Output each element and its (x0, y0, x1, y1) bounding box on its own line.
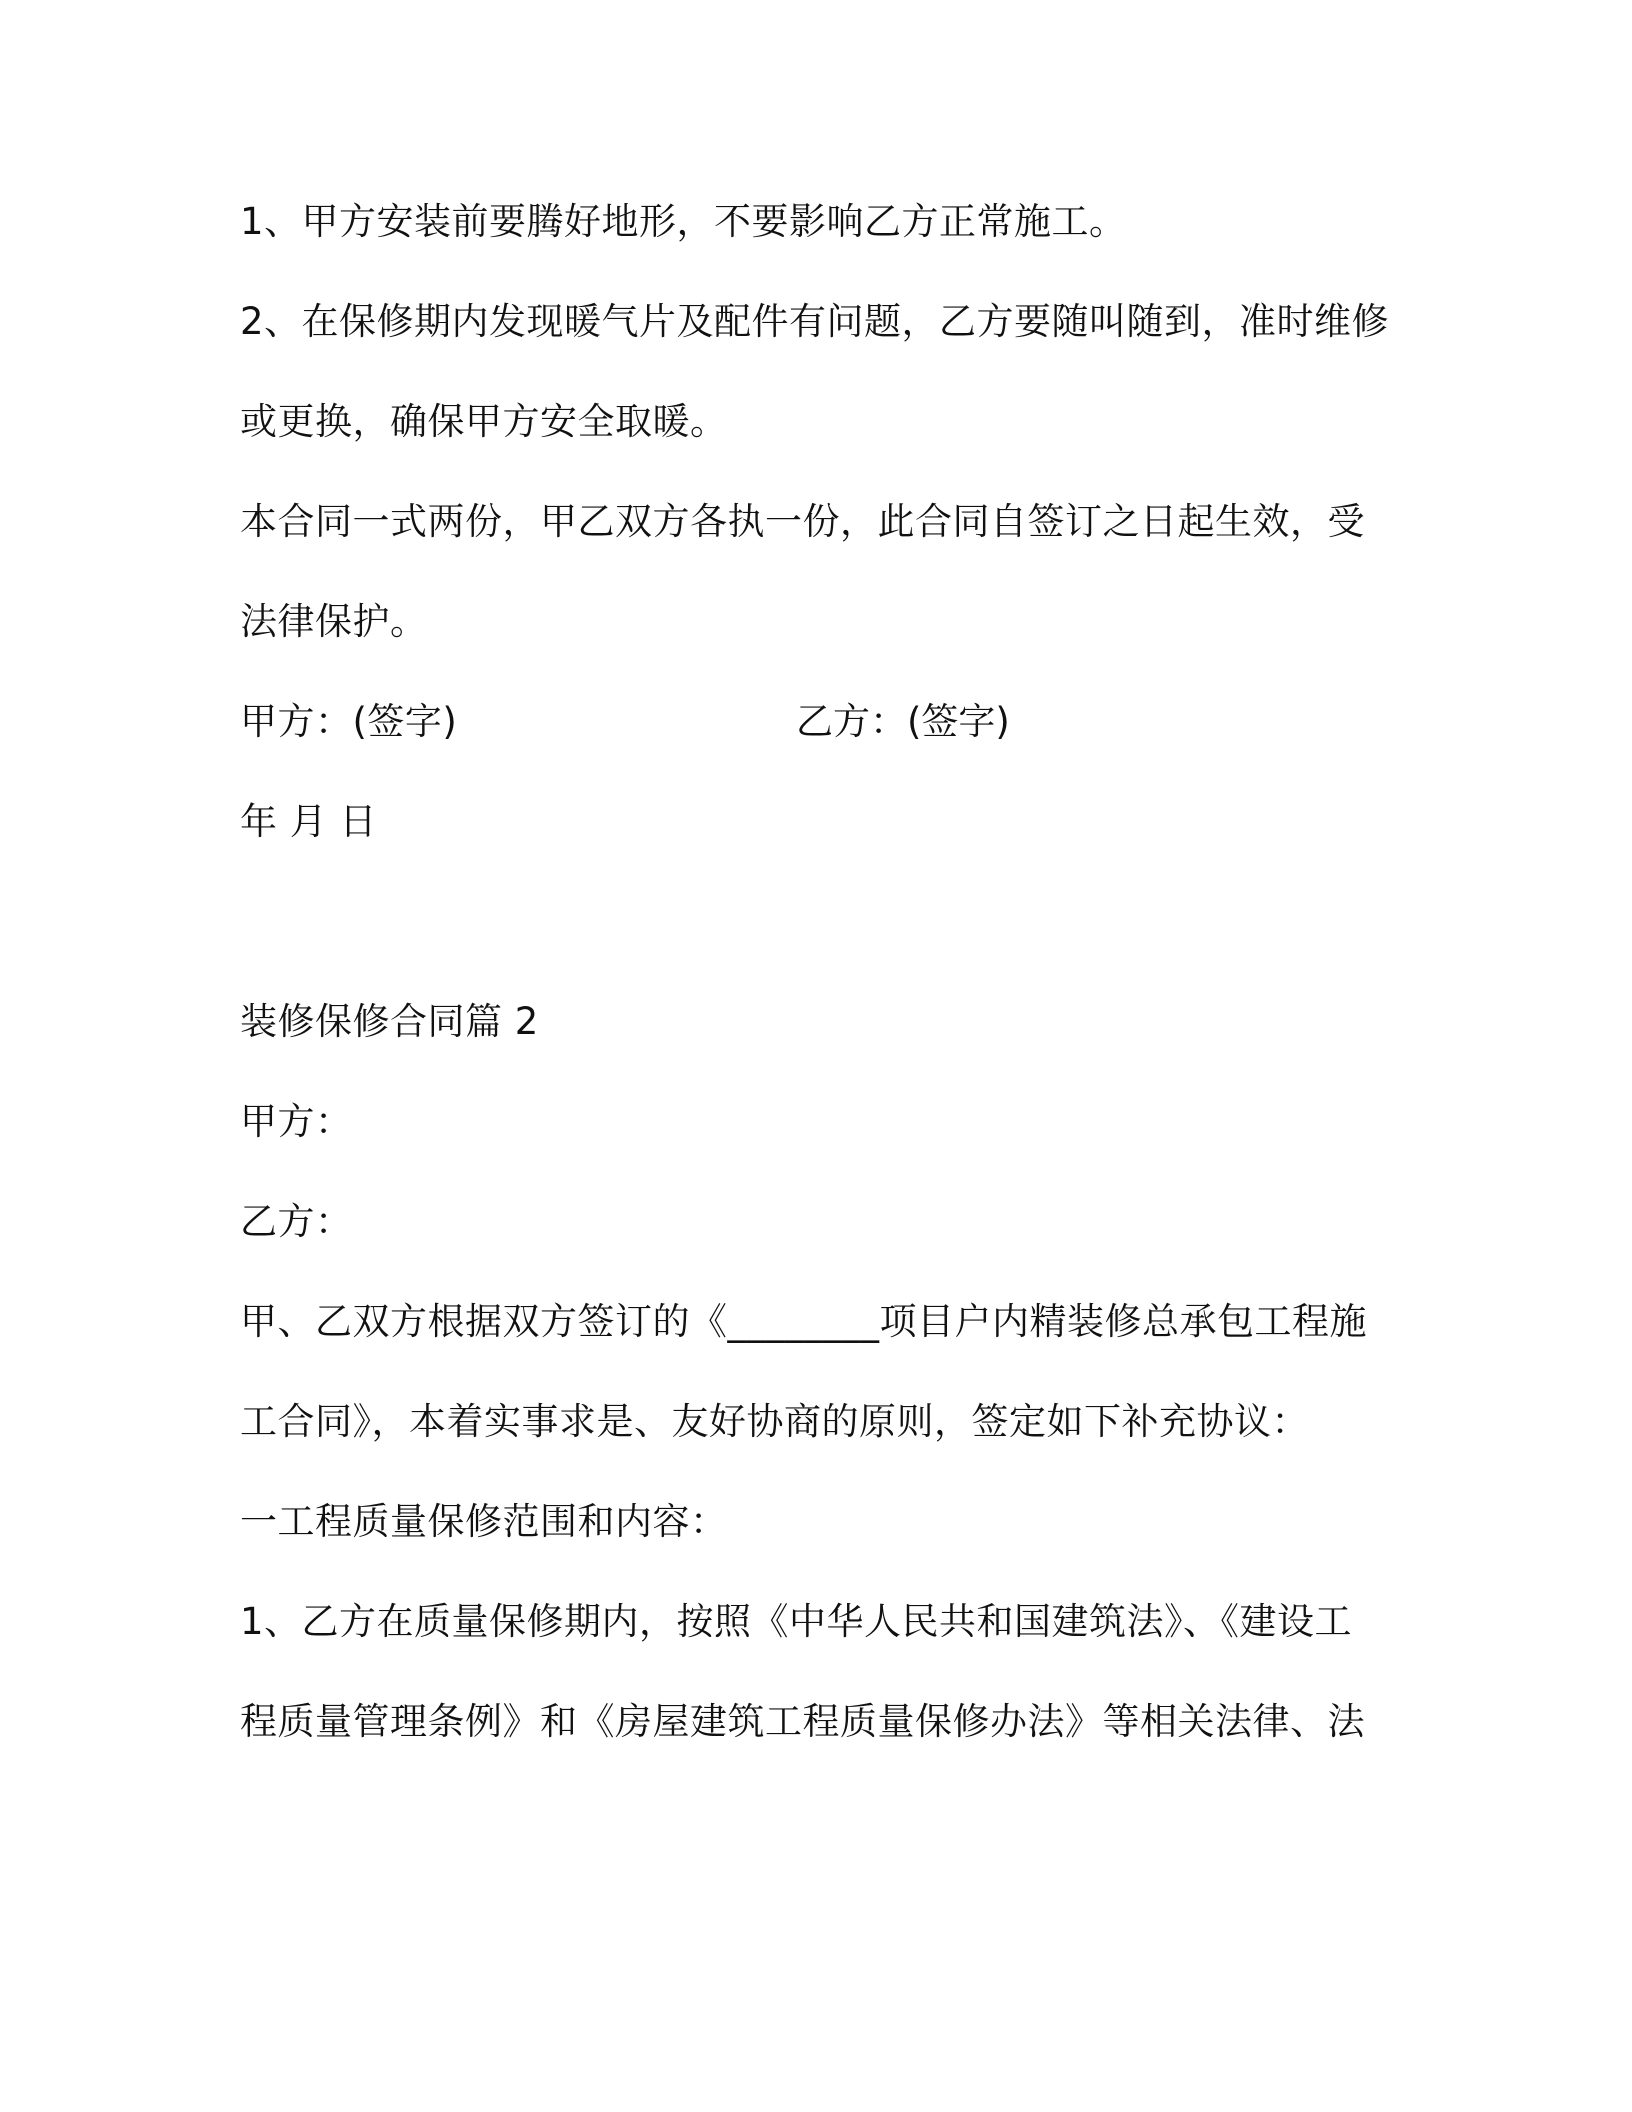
contract-validity-line-1: 本合同一式两份，甲乙双方各执一份，此合同自签订之日起生效，受 (240, 500, 1365, 543)
preamble-line-2: 工合同》，本着实事求是、友好协商的原则，签定如下补充协议： (240, 1400, 1309, 1443)
party-b-label: 乙方： (240, 1200, 353, 1243)
warranty-clause-1-line-1: 1、乙方在质量保修期内，按照《中华人民共和国建筑法》、《建设工 (240, 1600, 1353, 1643)
date-line: 年 月 日 (240, 800, 378, 843)
party-a-label: 甲方： (240, 1100, 353, 1143)
warranty-clause-1-line-2: 程质量管理条例》和《房屋建筑工程质量保修办法》等相关法律、法 (240, 1700, 1365, 1743)
clause-1-text: 1、甲方安装前要腾好地形，不要影响乙方正常施工。 (240, 200, 1127, 243)
section-heading-warranty-scope: 一工程质量保修范围和内容： (240, 1500, 728, 1543)
clause-2-text-line-2: 或更换，确保甲方安全取暖。 (240, 400, 728, 443)
section-title: 装修保修合同篇 2 (240, 1000, 539, 1043)
party-b-signature: 乙方：(签字) (796, 700, 1010, 743)
contract-validity-line-2: 法律保护。 (240, 600, 428, 643)
party-a-signature: 甲方：(签字) (240, 700, 458, 743)
preamble-line-1: 甲、乙双方根据双方签订的《________项目户内精装修总承包工程施 (240, 1300, 1367, 1343)
clause-2-text-line-1: 2、在保修期内发现暖气片及配件有问题，乙方要随叫随到，准时维修 (240, 300, 1390, 343)
